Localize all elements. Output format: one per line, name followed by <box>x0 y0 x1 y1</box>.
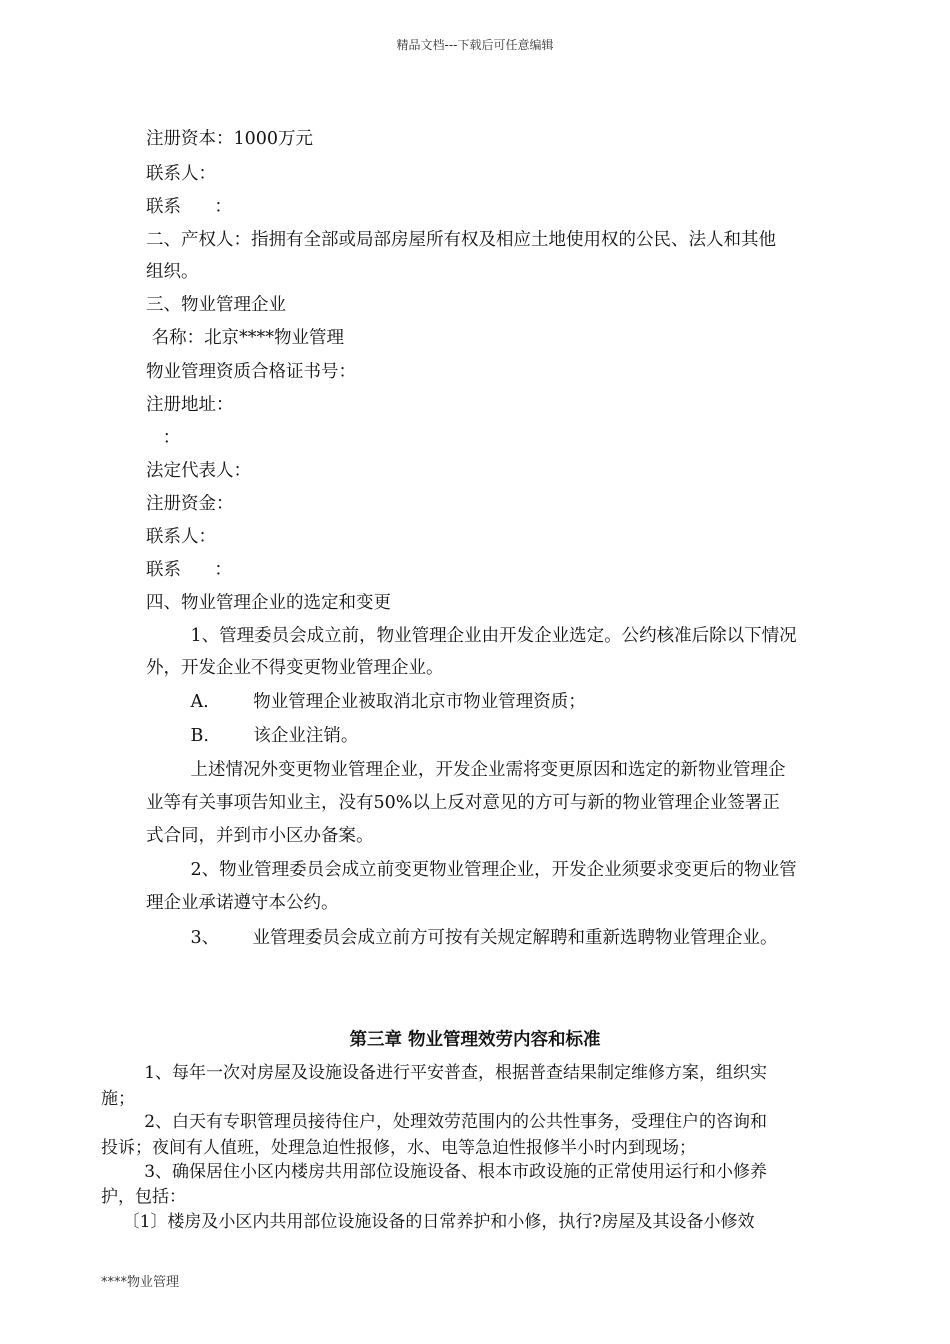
body-line: 物业管理资质合格证书号： <box>146 362 356 382</box>
body-line: 联系 ： <box>146 560 232 580</box>
body-line: 施； <box>101 1089 135 1109</box>
body-line: 业等有关事项告知业主，没有50%以上反对意见的方可与新的物业管理企业签署正 <box>146 793 780 813</box>
body-line: 联系人： <box>146 164 216 184</box>
body-line: 1、管理委员会成立前，物业管理企业由开发企业选定。公约核准后除以下情况 <box>146 626 797 646</box>
body-line: 注册资本：1000万元 <box>146 129 314 149</box>
page-header: 精品文档---下载后可任意编辑 <box>396 38 554 52</box>
chapter-three-title: 第三章 物业管理效劳内容和标准 <box>349 1030 601 1050</box>
body-line: ： <box>146 428 181 448</box>
body-line: 四、物业管理企业的选定和变更 <box>146 593 391 613</box>
body-line: 名称：北京****物业管理 <box>146 328 345 348</box>
body-line: 3、确保居住小区内楼房共用部位设施设备、根本市政设施的正常使用运行和小修养 <box>101 1162 768 1182</box>
body-line: 注册地址： <box>146 395 234 415</box>
body-line: A. 物业管理企业被取消北京市物业管理资质； <box>146 692 586 712</box>
body-line: 法定代表人： <box>146 461 251 481</box>
body-line: 投诉；夜间有人值班，处理急迫性报修，水、电等急迫性报修半小时内到现场； <box>101 1138 696 1158</box>
body-line: 2、白天有专职管理员接待住户，处理效劳范围内的公共性事务，受理住户的咨询和 <box>101 1112 768 1132</box>
body-line: 三、物业管理企业 <box>146 295 286 315</box>
page-footer: ****物业管理 <box>101 1275 180 1290</box>
body-line: 注册资金： <box>146 494 234 514</box>
body-line: 组织。 <box>146 262 199 282</box>
body-line: 外，开发企业不得变更物业管理企业。 <box>146 658 444 678</box>
body-line: 联系 ： <box>146 197 232 217</box>
body-line: 上述情况外变更物业管理企业，开发企业需将变更原因和选定的新物业管理企 <box>146 760 786 780</box>
body-line: 〔1〕楼房及小区内共用部位设施设备的日常养护和小修，执行?房屋及其设备小修效 <box>101 1212 755 1232</box>
body-line: 护，包括： <box>101 1187 186 1207</box>
body-line: 1、每年一次对房屋及设施设备进行平安普查，根据普查结果制定维修方案，组织实 <box>101 1063 768 1083</box>
body-line: B. 该企业注销。 <box>146 726 359 746</box>
body-line: 理企业承诺遵守本公约。 <box>146 893 339 913</box>
body-line: 2、物业管理委员会成立前变更物业管理企业，开发企业须要求变更后的物业管 <box>146 860 797 880</box>
body-line: 3、 业管理委员会成立前方可按有关规定解聘和重新选聘物业管理企业。 <box>146 928 778 948</box>
body-line: 联系人： <box>146 527 216 547</box>
body-line: 式合同，并到市小区办备案。 <box>146 826 374 846</box>
body-line: 二、产权人：指拥有全部或局部房屋所有权及相应土地使用权的公民、法人和其他 <box>146 230 776 250</box>
